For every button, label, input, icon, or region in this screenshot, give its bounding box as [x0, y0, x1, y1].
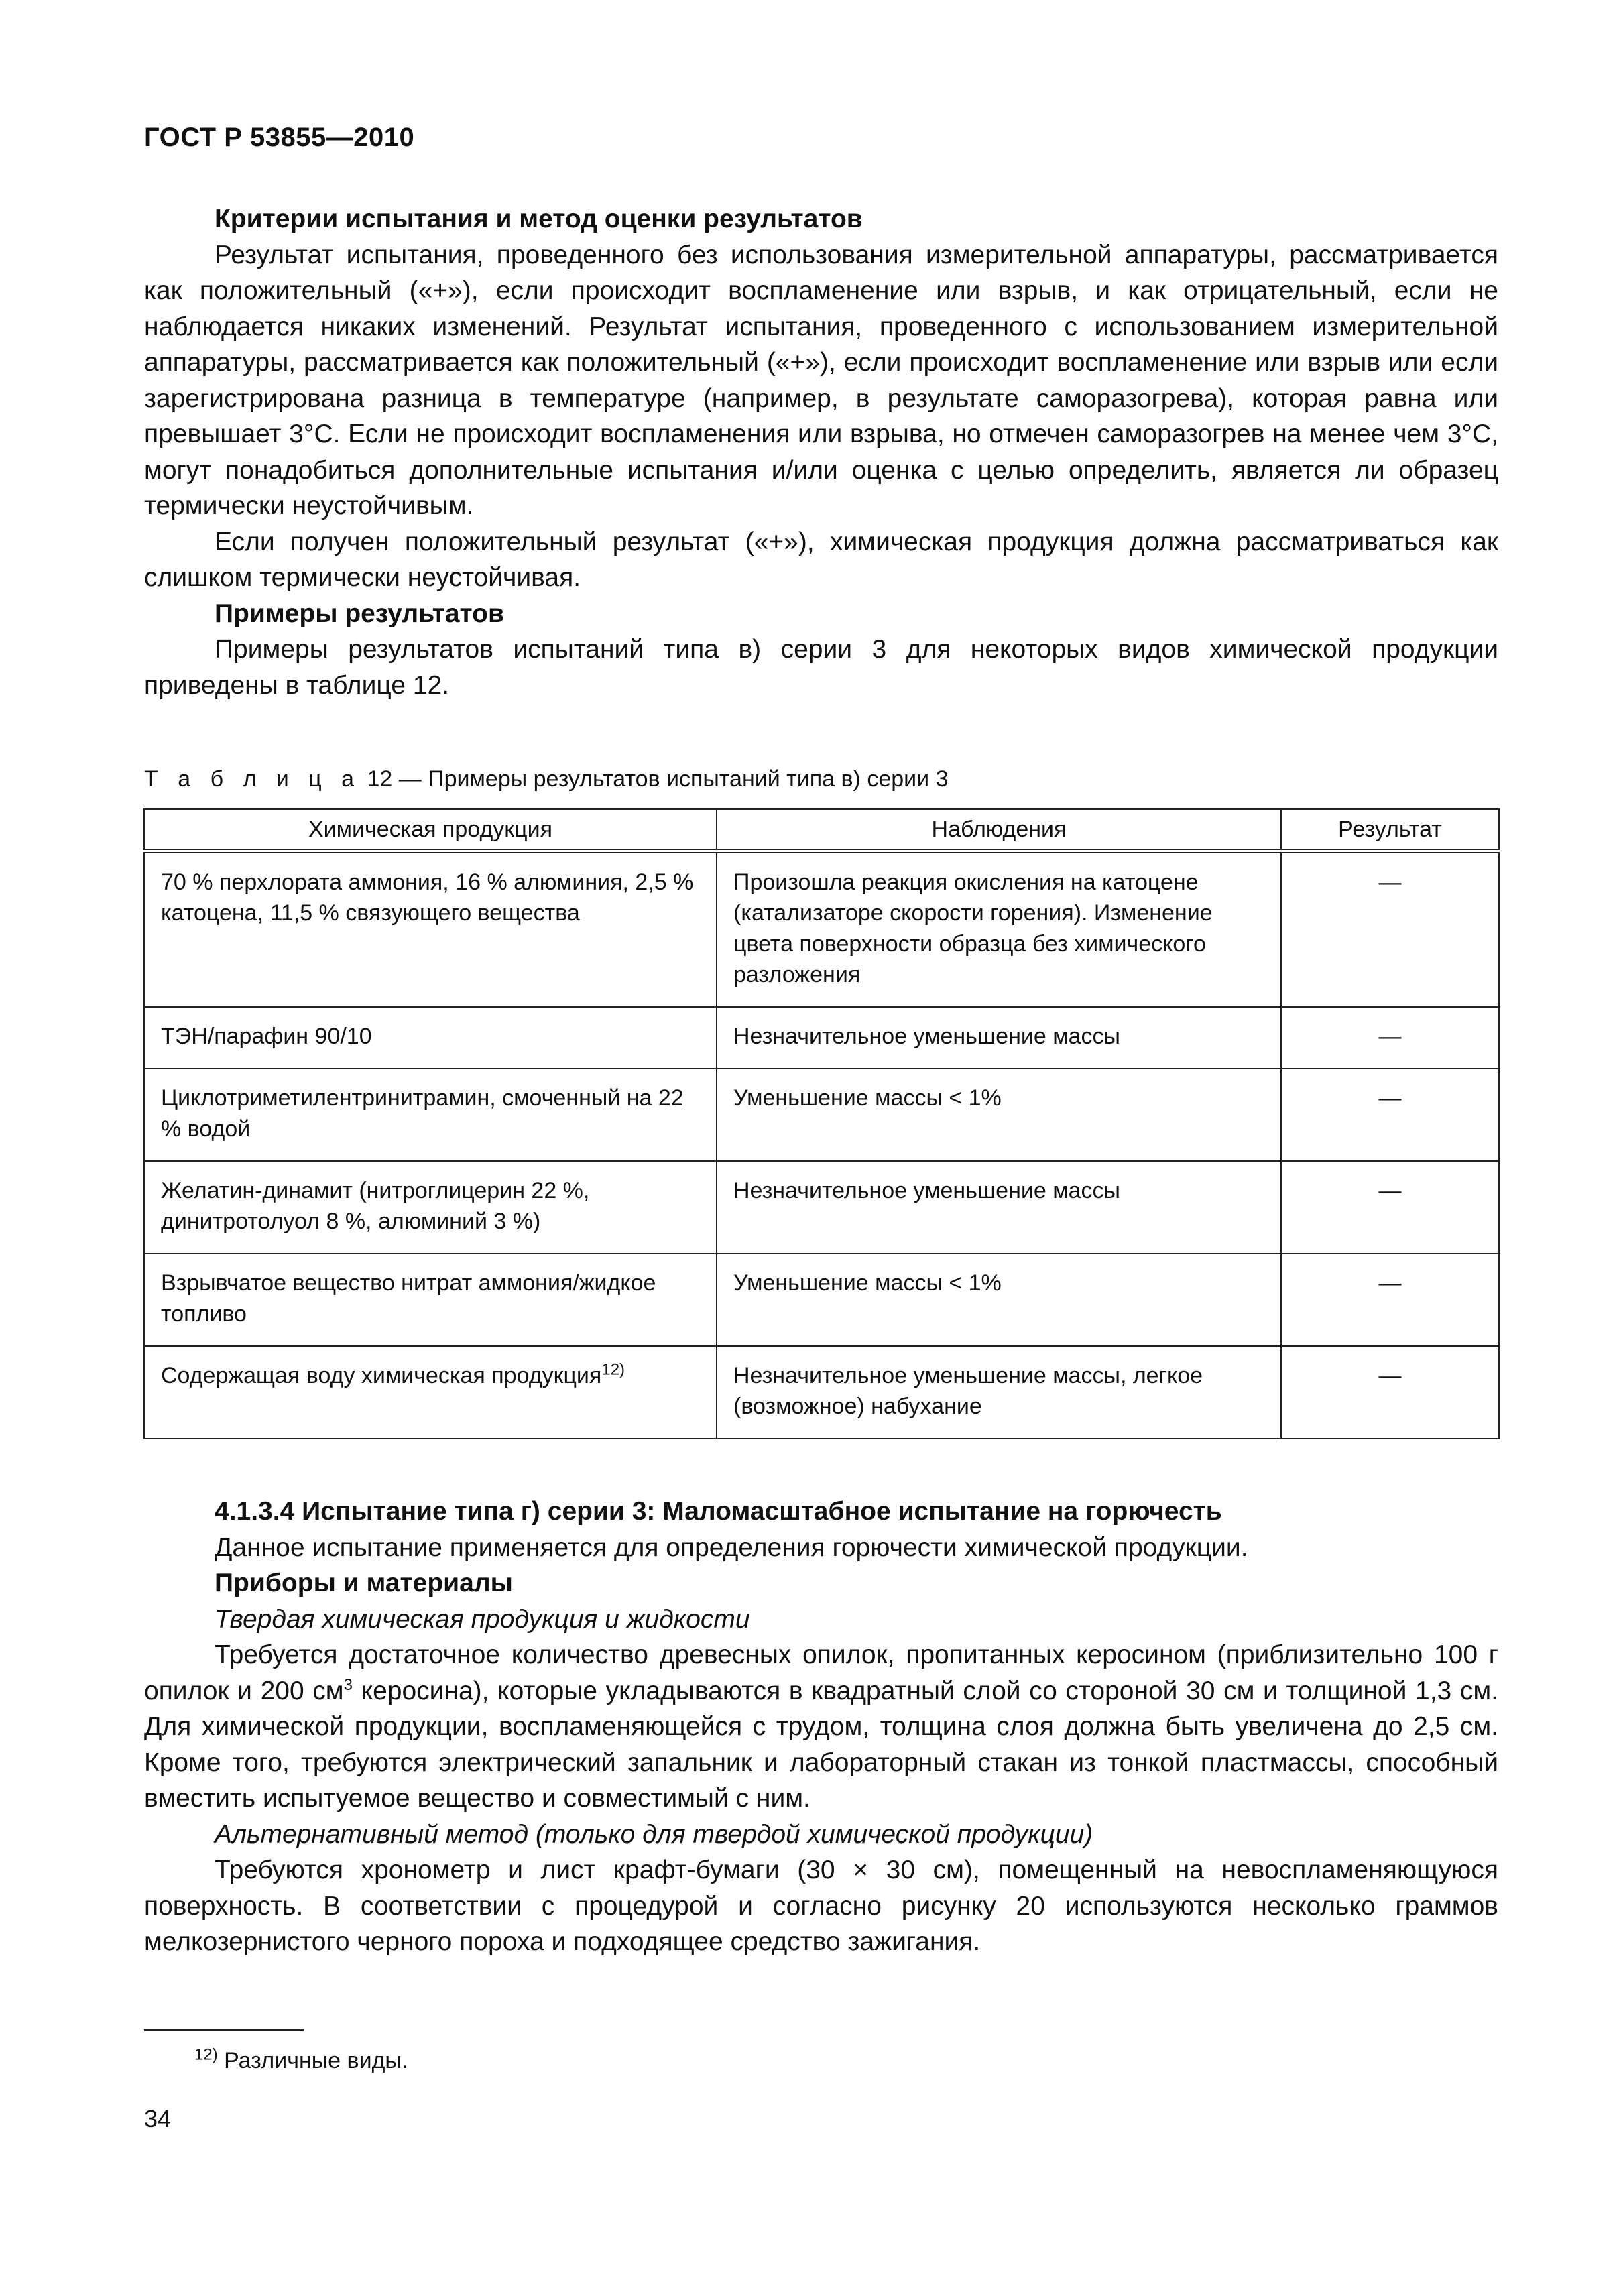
observation-cell: Уменьшение массы < 1% — [717, 1069, 1281, 1161]
table-row — [144, 1161, 1499, 1254]
result-cell: — — [1281, 1007, 1499, 1069]
paragraph: Если получен положительный результат («+»), химическая продукция должна рассматриваться как слишком термически неустойчивая. — [144, 527, 1498, 592]
product-cell: ТЭН/парафин 90/10 — [144, 1007, 717, 1069]
product-cell: Взрывчатое вещество нитрат аммония/жидкое топливо — [144, 1254, 717, 1346]
footnote-divider — [144, 2029, 304, 2031]
table-row — [144, 1254, 1499, 1346]
subsection-heading: Приборы и материалы — [215, 1569, 513, 1597]
column-header: Химическая продукция — [144, 809, 717, 851]
result-cell: — — [1281, 851, 1499, 1008]
table-row — [144, 1069, 1499, 1161]
product-cell: Циклотриметилентринитрамин, смоченный на 22 % водой — [144, 1069, 717, 1161]
page-number: 34 — [144, 2105, 172, 2132]
product-text: Содержащая воду химическая продукция — [161, 1363, 602, 1388]
observation-cell: Незначительное уменьшение массы — [717, 1007, 1281, 1069]
document-header: ГОСТ Р 53855—2010 — [144, 123, 415, 152]
footnote — [194, 2045, 408, 2074]
observation-cell: Уменьшение массы < 1% — [717, 1254, 1281, 1346]
product-cell: Желатин-динамит (нитроглицерин 22 %, динитротолуол 8 %, алюминий 3 %) — [144, 1161, 717, 1254]
paragraph: Результат испытания, проведенного без использования измерительной аппаратуры, рассматривается как положительный («+»), если происходит воспламенение или взрыв, и как отрицательный, если не наблюдается никаких изменений. Результат испытания, проведенного с использованием измерительной аппаратуры, рассматривается как положительный («+»), если происходит воспламенение или взрыв или если зарегистрирована разница в температуре (например, в результате саморазогрева), которая равна или превышает 3°С. Если не происходит воспламенения или взрыва, но отмечен саморазогрев на менее чем 3°С, могут понадобиться дополнительные испытания и/или оценка с целью определить, является ли образец термически неустойчивым. — [144, 240, 1498, 520]
table-header-row — [144, 809, 1499, 851]
section-heading: 4.1.3.4 Испытание типа г) серии 3: Маломасштабное испытание на горючесть — [215, 1497, 1222, 1526]
table-row — [144, 851, 1499, 1008]
footnote-mark: 12) — [194, 2045, 218, 2064]
section-heading: Критерии испытания и метод оценки результатов — [215, 204, 863, 233]
section-criteria — [144, 201, 1498, 703]
table-caption-label: Т а б л и ц а — [144, 766, 361, 792]
subsection-heading: Примеры результатов — [215, 599, 504, 628]
paragraph: Данное испытание применяется для определения горючести химической продукции. — [215, 1532, 1248, 1562]
section-flammability — [144, 1494, 1498, 1960]
table-row — [144, 1007, 1499, 1069]
paragraph-text: Требуется достаточное количество древесных опилок, пропитанных керосином (приблизительно 100 г опилок и 200 см — [144, 1640, 1498, 1705]
paragraph: Примеры результатов испытаний типа в) серии 3 для некоторых видов химической продукции приведены в таблице 12. — [144, 635, 1498, 700]
result-cell: — — [1281, 1346, 1499, 1439]
paragraph: Требуются хронометр и лист крафт-бумаги (30 × 30 см), помещенный на невоспламеняющуюся поверхность. В соответствии с процедурой и согласно рисунку 20 используются несколько граммов мелкозернистого черного пороха и подходящее средство зажигания. — [144, 1856, 1498, 1956]
product-cell — [144, 1346, 717, 1439]
column-header: Наблюдения — [717, 809, 1281, 851]
product-cell: 70 % перхлората аммония, 16 % алюминия, 2,5 % катоцена, 11,5 % связующего вещества — [144, 851, 717, 1008]
observation-cell: Незначительное уменьшение массы, легкое (возможное) набухание — [717, 1346, 1281, 1439]
results-table — [143, 808, 1500, 1439]
column-header: Результат — [1281, 809, 1499, 851]
observation-cell: Произошла реакция окисления на катоцене (катализаторе скорости горения). Изменение цвета поверхности образца без химического разложения — [717, 851, 1281, 1008]
paragraph — [144, 1637, 1498, 1817]
table-caption-title: 12 — Примеры результатов испытаний типа в) серии 3 — [361, 766, 949, 792]
table-caption — [144, 766, 948, 792]
italic-subheading: Твердая химическая продукция и жидкости — [215, 1604, 750, 1634]
footnote-reference: 12) — [601, 1360, 625, 1379]
footnote-text: Различные виды. — [217, 2048, 408, 2073]
observation-cell: Незначительное уменьшение массы — [717, 1161, 1281, 1254]
paragraph-text: керосина), которые укладываются в квадратный слой со стороной 30 см и толщиной 1,3 см. Для химической продукции, воспламеняющейся с трудом, толщина слоя должна быть увеличена до 2,5 см. Кроме того, требуются электрический запальник и лабораторный стакан из тонкой пластмассы, способный вместить испытуемое вещество и совместимый с ним. — [144, 1676, 1498, 1813]
table-row — [144, 1346, 1499, 1439]
result-cell: — — [1281, 1161, 1499, 1254]
result-cell: — — [1281, 1069, 1499, 1161]
italic-subheading: Альтернативный метод (только для твердой химической продукции) — [215, 1819, 1093, 1849]
result-cell: — — [1281, 1254, 1499, 1346]
superscript: 3 — [343, 1675, 353, 1694]
